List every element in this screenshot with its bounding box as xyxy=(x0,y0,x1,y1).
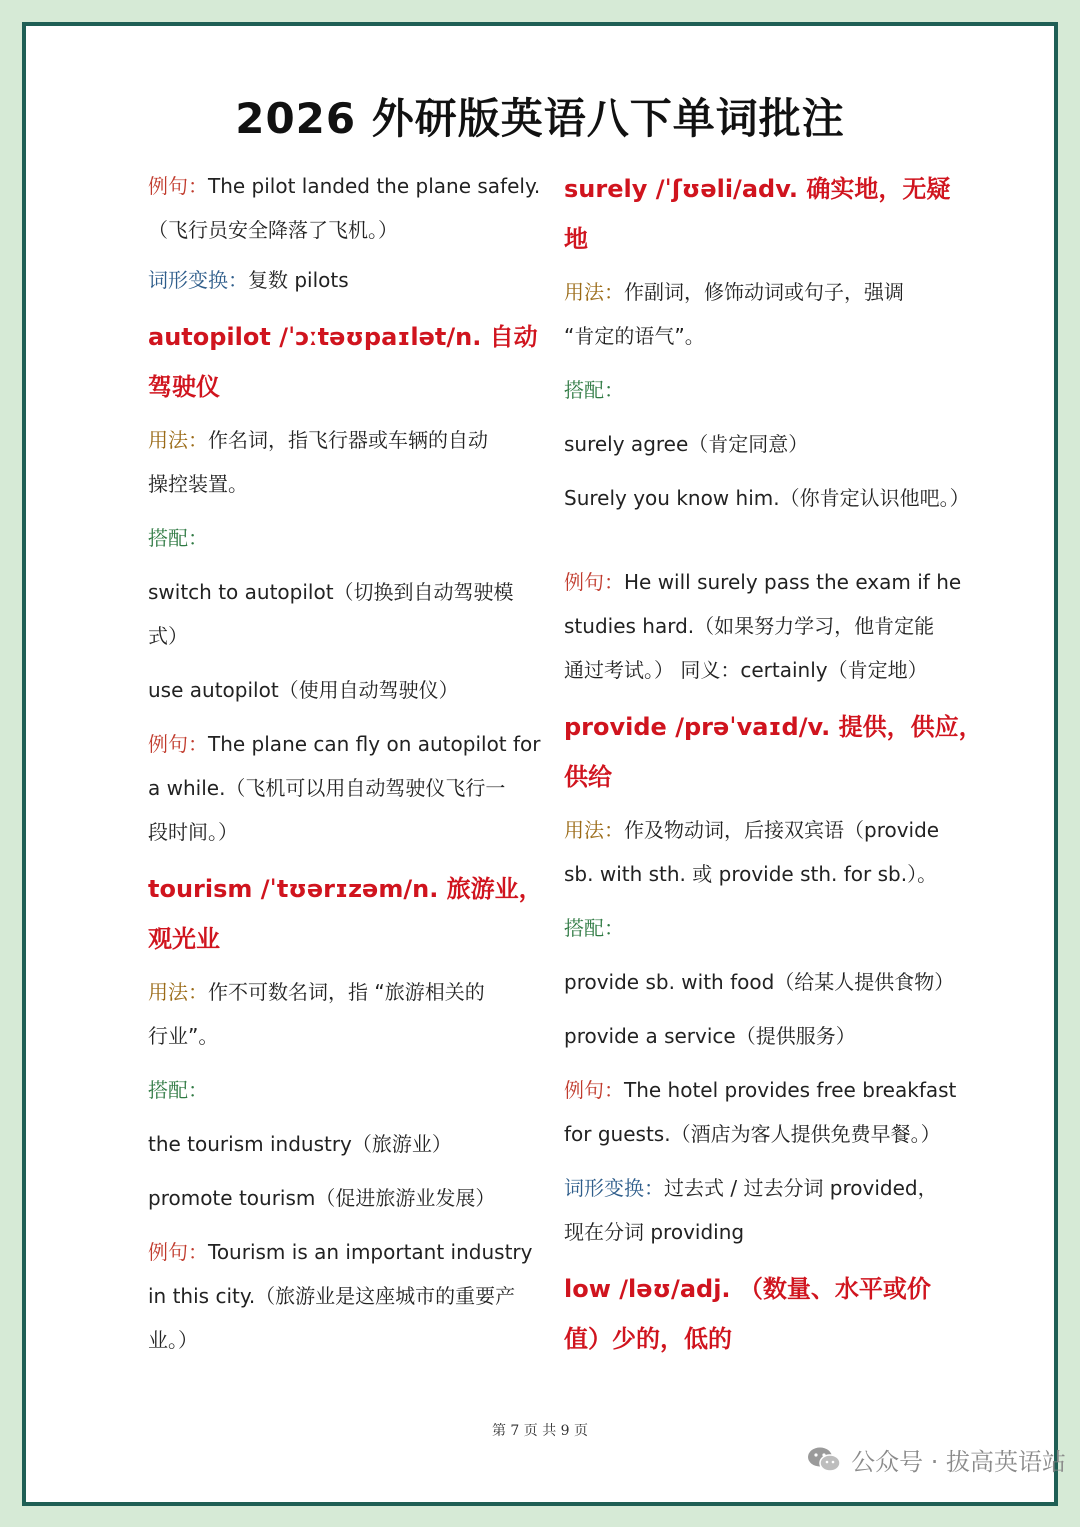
collocation-label: 搭配： xyxy=(564,378,624,402)
example-text: The plane can fly on autopilot for xyxy=(208,732,541,756)
collocation-item: the tourism industry（旅游业） xyxy=(148,1132,452,1156)
word-forms-label: 词形变换： xyxy=(564,1176,664,1200)
collocation-item: provide sb. with food（给某人提供食物） xyxy=(564,970,955,994)
example-line xyxy=(148,722,541,766)
watermark xyxy=(807,1442,1066,1477)
usage-text-cont: “肯定的语气”。 xyxy=(564,324,705,348)
usage-label: 用法： xyxy=(564,818,624,842)
usage-label: 用法： xyxy=(148,428,208,452)
collocation-item: promote tourism（促进旅游业发展） xyxy=(148,1186,496,1210)
word-forms-label: 词形变换： xyxy=(148,268,248,292)
usage-text-cont: sb. with sth. 或 provide sth. for sb.）。 xyxy=(564,862,938,886)
headword-tourism: tourism /ˈtʊərɪzəm/n. 旅游业， xyxy=(148,875,543,903)
example-text: The hotel provides free breakfast xyxy=(624,1078,957,1102)
example-label: 例句： xyxy=(564,570,624,594)
collocation-item: Surely you know him.（你肯定认识他吧。） xyxy=(564,486,970,510)
word-forms-line xyxy=(148,258,533,302)
collocation-label: 搭配： xyxy=(148,1078,208,1102)
collocation-item-cont: 式） xyxy=(148,624,188,648)
wechat-icon xyxy=(807,1446,841,1474)
word-forms-text: 复数 pilots xyxy=(248,268,349,292)
collocation-item: surely agree（肯定同意） xyxy=(564,432,809,456)
example-text-cont: studies hard.（如果努力学习，他肯定能 xyxy=(564,614,935,638)
example-line xyxy=(564,1068,959,1112)
usage-text-cont: 操控装置。 xyxy=(148,472,248,496)
collocation-label: 搭配： xyxy=(148,526,208,550)
example-translation: （飞行员安全降落了飞机。） xyxy=(148,218,398,242)
usage-line xyxy=(148,418,533,462)
headword-autopilot-cont: 驾驶仪 xyxy=(148,373,220,401)
headword-provide: provide /prəˈvaɪd/v. 提供，供应， xyxy=(564,713,983,741)
example-label: 例句： xyxy=(148,1240,208,1264)
left-column xyxy=(148,164,543,1362)
page-title: 2026 外研版英语八下单词批注 xyxy=(235,94,845,143)
collocation-item: provide a service（提供服务） xyxy=(564,1024,856,1048)
word-forms-text: 过去式 / 过去分词 provided， xyxy=(664,1176,938,1200)
usage-text: 作不可数名词，指 “旅游相关的 xyxy=(208,980,485,1004)
usage-text-cont: 行业”。 xyxy=(148,1024,219,1048)
headword-autopilot: autopilot /ˈɔːtəʊpaɪlət/n. 自动 xyxy=(148,323,538,351)
usage-text: 作及物动词，后接双宾语（provide xyxy=(624,818,940,842)
headword-surely-cont: 地 xyxy=(564,225,588,253)
example-text: The pilot landed the plane safely. xyxy=(208,174,541,198)
example-text: He will surely pass the exam if he xyxy=(624,570,962,594)
headword-surely: surely /ˈʃʊəli/adv. 确实地，无疑 xyxy=(564,175,951,203)
example-label: 例句： xyxy=(148,732,208,756)
headword-low-cont: 值）少的，低的 xyxy=(564,1325,732,1353)
page-number: 第 7 页 共 9 页 xyxy=(491,1423,589,1439)
document-page xyxy=(22,22,1058,1506)
collocation-item: switch to autopilot（切换到自动驾驶模 xyxy=(148,580,514,604)
example-text-cont: in this city.（旅游业是这座城市的重要产 xyxy=(148,1284,516,1308)
example-label: 例句： xyxy=(564,1078,624,1102)
word-forms-text-cont: 现在分词 providing xyxy=(564,1220,745,1244)
usage-text: 作副词，修饰动词或句子，强调 xyxy=(624,280,904,304)
usage-line xyxy=(564,808,959,852)
headword-tourism-cont: 观光业 xyxy=(148,925,220,953)
example-text-cont: 通过考试。） 同义：certainly（肯定地） xyxy=(564,658,928,682)
example-text-cont: 业。） xyxy=(148,1328,198,1352)
usage-line xyxy=(564,270,959,314)
headword-provide-cont: 供给 xyxy=(564,763,612,791)
headword-low: low /ləʊ/adj. （数量、水平或价 xyxy=(564,1275,931,1303)
example-label: 例句： xyxy=(148,174,208,198)
usage-line xyxy=(148,970,533,1014)
usage-text: 作名词，指飞行器或车辆的自动 xyxy=(208,428,488,452)
watermark-text: 公众号 · 拔高英语站 xyxy=(851,1448,1066,1476)
example-text-cont: 段时间。） xyxy=(148,820,238,844)
example-line xyxy=(148,1230,533,1274)
right-column xyxy=(564,164,983,1364)
usage-label: 用法： xyxy=(148,980,208,1004)
example-text: Tourism is an important industry xyxy=(208,1240,533,1264)
collocation-label: 搭配： xyxy=(564,916,624,940)
word-forms-line xyxy=(564,1166,959,1210)
example-line xyxy=(564,560,962,604)
example-text-cont: for guests.（酒店为客人提供免费早餐。） xyxy=(564,1122,941,1146)
collocation-item: use autopilot（使用自动驾驶仪） xyxy=(148,678,459,702)
usage-label: 用法： xyxy=(564,280,624,304)
example-line xyxy=(148,164,541,208)
example-text-cont: a while.（飞机可以用自动驾驶仪飞行一 xyxy=(148,776,506,800)
